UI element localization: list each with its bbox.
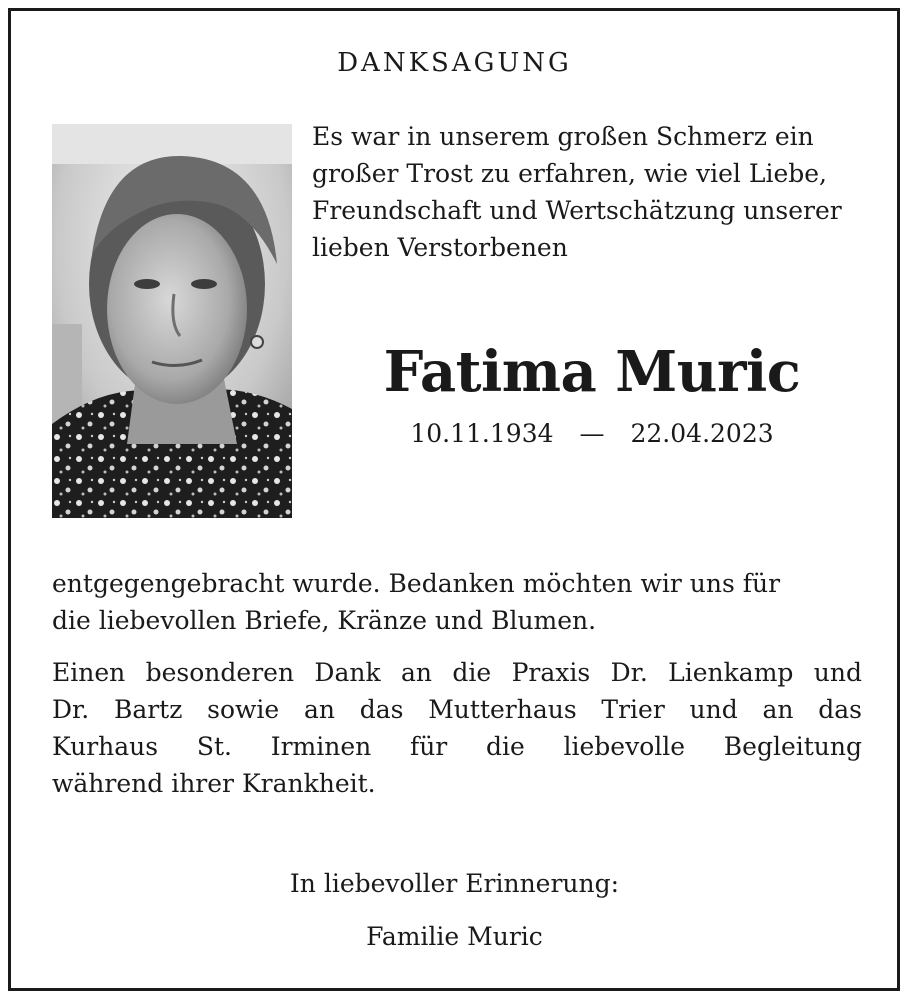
deceased-name: Fatima Muric	[383, 339, 801, 405]
paragraph-line: während ihrer Krankheit.	[52, 769, 376, 798]
intro-line: lieben Verstorbenen	[312, 233, 568, 262]
paragraph-line: entgegengebracht wurde. Bedanken möchten wir uns für	[52, 569, 781, 598]
paragraph-line: Dr. Bartz sowie an das Mutterhaus Trier und an das	[52, 695, 862, 724]
paragraph-line: die liebevollen Briefe, Kränze und Blumen.	[52, 606, 597, 635]
paragraph-line: Einen besonderen Dank an die Praxis Dr. Lienkamp und	[52, 658, 862, 687]
life-dates	[312, 416, 872, 452]
special-thanks-paragraph	[52, 654, 862, 802]
family-signature: Familie Muric	[366, 922, 543, 951]
intro-line: großer Trost zu erfahren, wie viel Liebe,	[312, 159, 827, 188]
intro-line: Es war in unserem großen Schmerz ein	[312, 122, 814, 151]
notice-heading: DANKSAGUNG	[337, 48, 572, 78]
death-date: 22.04.2023	[630, 419, 774, 448]
thanks-paragraph	[52, 565, 862, 639]
birth-date: 10.11.1934	[410, 419, 554, 448]
intro-text	[312, 118, 872, 266]
intro-line: Freundschaft und Wertschätzung unserer	[312, 196, 842, 225]
portrait-photo	[52, 124, 292, 518]
date-separator: —	[579, 419, 605, 448]
closing-phrase: In liebevoller Erinnerung:	[289, 869, 620, 898]
paragraph-line: Kurhaus St. Irminen für die liebevolle Begleitung	[52, 732, 862, 761]
